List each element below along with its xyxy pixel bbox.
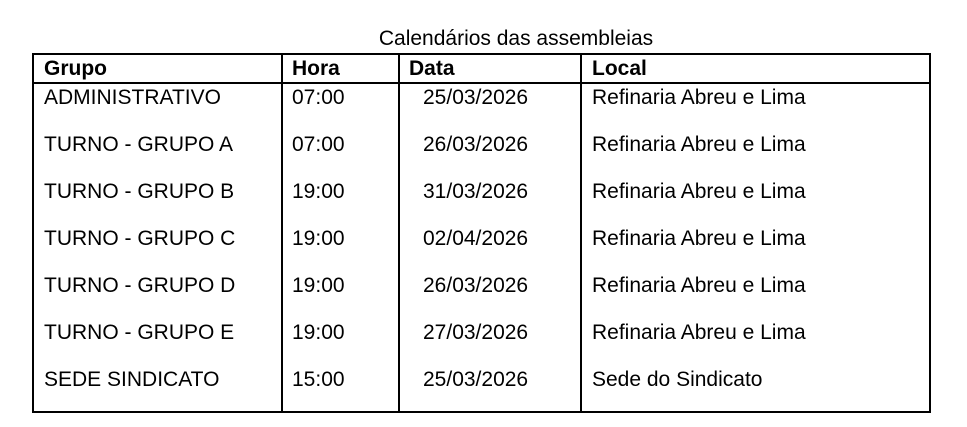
table-row — [33, 178, 930, 225]
cell-hora: 07:00 — [282, 83, 399, 131]
table-caption: Calendários das assembleias — [378, 27, 654, 50]
cell-grupo: TURNO - GRUPO B — [33, 178, 282, 225]
column-header-data: Data — [399, 54, 581, 83]
cell-grupo: TURNO - GRUPO E — [33, 319, 282, 366]
table-row — [33, 366, 930, 412]
table-header-row — [33, 54, 930, 83]
cell-grupo: TURNO - GRUPO A — [33, 131, 282, 178]
cell-data: 27/03/2026 — [399, 319, 581, 366]
column-header-grupo: Grupo — [33, 54, 282, 83]
table-row — [33, 272, 930, 319]
column-header-hora: Hora — [282, 54, 399, 83]
cell-hora: 19:00 — [282, 178, 399, 225]
cell-local: Refinaria Abreu e Lima — [581, 272, 930, 319]
table-row — [33, 131, 930, 178]
cell-local: Refinaria Abreu e Lima — [581, 178, 930, 225]
cell-hora: 19:00 — [282, 272, 399, 319]
cell-data: 25/03/2026 — [399, 366, 581, 412]
cell-local: Refinaria Abreu e Lima — [581, 225, 930, 272]
cell-data: 26/03/2026 — [399, 272, 581, 319]
table-row — [33, 319, 930, 366]
cell-grupo: SEDE SINDICATO — [33, 366, 282, 412]
column-header-local: Local — [581, 54, 930, 83]
cell-grupo: TURNO - GRUPO C — [33, 225, 282, 272]
cell-local: Refinaria Abreu e Lima — [581, 319, 930, 366]
table-row — [33, 225, 930, 272]
table-row — [33, 83, 930, 131]
cell-hora: 19:00 — [282, 319, 399, 366]
cell-hora: 19:00 — [282, 225, 399, 272]
cell-data: 26/03/2026 — [399, 131, 581, 178]
cell-data: 02/04/2026 — [399, 225, 581, 272]
cell-grupo: TURNO - GRUPO D — [33, 272, 282, 319]
cell-local: Refinaria Abreu e Lima — [581, 131, 930, 178]
cell-data: 25/03/2026 — [399, 83, 581, 131]
cell-local: Sede do Sindicato — [581, 366, 930, 412]
assemblies-schedule-table — [32, 53, 931, 413]
cell-local: Refinaria Abreu e Lima — [581, 83, 930, 131]
cell-hora: 07:00 — [282, 131, 399, 178]
cell-grupo: ADMINISTRATIVO — [33, 83, 282, 131]
cell-data: 31/03/2026 — [399, 178, 581, 225]
cell-hora: 15:00 — [282, 366, 399, 412]
